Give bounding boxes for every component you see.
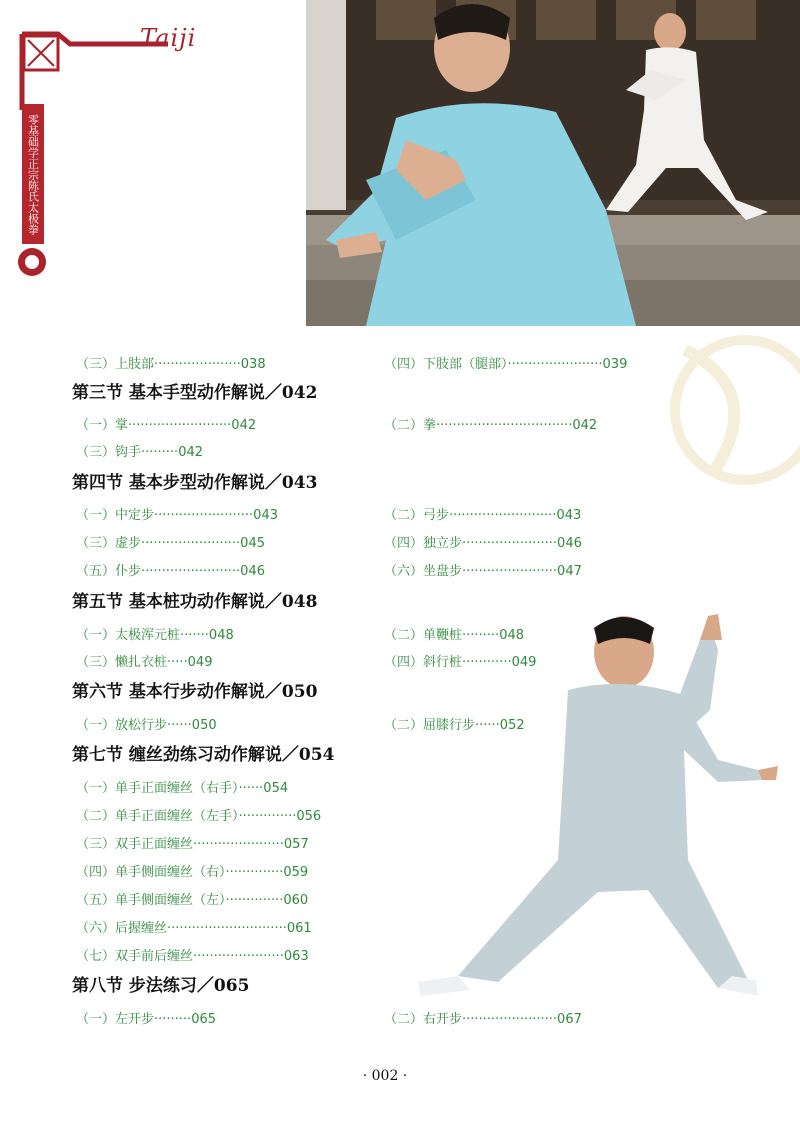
toc-entry: （二）弓步··························043: [384, 508, 582, 523]
section-heading: 第七节 缠丝劲练习动作解说／054: [72, 745, 335, 765]
toc-entry: （一）放松行步······050: [76, 718, 217, 733]
toc-entry: （三）双手正面缠丝······················057: [76, 837, 309, 852]
section-heading: 第八节 步法练习／065: [72, 976, 250, 996]
section-heading: 第三节 基本手型动作解说／042: [72, 383, 318, 403]
toc-entry: （二）拳·································042: [384, 418, 598, 433]
toc-entry: （六）坐盘步·······················047: [384, 564, 582, 579]
toc-entry: （四）单手侧面缠丝（右）··············059: [76, 865, 309, 880]
page-number: · 002 ·: [362, 1068, 408, 1084]
toc-entry: （二）屈膝行步······052: [384, 718, 525, 733]
toc-entry: （六）后握缠丝·····························061: [76, 921, 312, 936]
toc-entry: （一）左开步·········065: [76, 1012, 217, 1027]
toc-entry: （四）独立步·······················046: [384, 536, 582, 551]
brand-logo-text: Taiji: [140, 24, 197, 52]
section-heading: 第六节 基本行步动作解说／050: [72, 682, 318, 702]
section-heading: 第四节 基本步型动作解说／043: [72, 473, 318, 493]
toc-entry: （二）单鞭桩·········048: [384, 628, 525, 643]
toc-entry: （三）钩手·········042: [76, 445, 204, 460]
toc-entry: （一）单手正面缠丝（右手）······054: [76, 781, 289, 796]
toc-entry: （五）单手侧面缠丝（左）··············060: [76, 893, 309, 908]
section-heading: 第五节 基本桩功动作解说／048: [72, 592, 318, 612]
toc-entry: （二）单手正面缠丝（左手）··············056: [76, 809, 322, 824]
toc-entry: （二）右开步·······················067: [384, 1012, 582, 1027]
toc-entry: （一）中定步························043: [76, 508, 278, 523]
vertical-title-banner: 零基础学正宗陈氏太极拳: [22, 104, 44, 244]
toc-entry: （三）上肢部·····················038: [76, 357, 266, 372]
toc-entry: （七）双手前后缠丝······················063: [76, 949, 309, 964]
toc-entry: （一）掌·························042: [76, 418, 257, 433]
toc-entry: （四）下肢部（腿部）·······················039: [384, 357, 628, 372]
toc-entry: （四）斜行桩············049: [384, 655, 537, 670]
toc-entry: （三）虚步························045: [76, 536, 265, 551]
toc-entry: （一）太极浑元桩·······048: [76, 628, 234, 643]
toc-entry: （三）懒扎衣桩·····049: [76, 655, 213, 670]
toc-entry: （五）仆步························046: [76, 564, 265, 579]
